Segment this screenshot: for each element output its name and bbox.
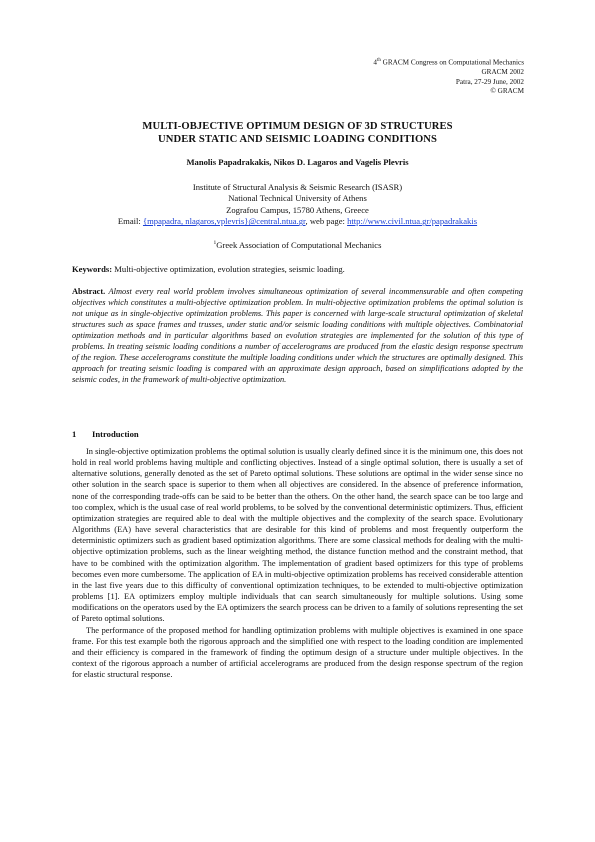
affiliation-marker: 1 bbox=[213, 240, 217, 247]
conference-header bbox=[274, 56, 524, 97]
keywords-text: Multi-objective optimization, evolution strategies, seismic loading. bbox=[112, 264, 345, 274]
association-affiliation bbox=[72, 240, 523, 250]
conference-location-date: Patra, 27-29 June, 2002 bbox=[455, 77, 524, 86]
copyright-notice: © GRACM bbox=[490, 87, 524, 96]
body-paragraph: The performance of the proposed method for handling optimization problems with multiple objectives is examined in one space frame. For this test example both the rigorous approach and the simplified one with respect to the loading condition are implemented and their efficiency is compared in the framework of finding the optimum design of a structure under multiple objectives. In the context of the rigorous approach a number of artificial accelerograms are produced from the design response spectrum of the region for elastic structural response. bbox=[72, 625, 523, 680]
introduction-body bbox=[72, 446, 523, 680]
abstract bbox=[72, 287, 523, 386]
body-paragraph: In single-objective optimization problems the optimal solution is usually clearly defined since it is the minimum one, this does not hold in real world problems having multiple and conflicting objectives. Instead of a single optimal solution, there is usually a set of alternative solutions, generally denoted as the set of Pareto optimal solutions. These solutions are optimal in the wider sense since no other solution in the search space is superior to them when all objectives are considered. In the absence of preference information, none of the corresponding trade-offs can be said to be better than the others. On the other hand, the search space can be too large and too complex, which is the usual case of real world problems, to be solved by the conventional deterministic optimizers. Thus, efficient optimization strategies are required able to deal with the multiple objectives and the complexity of the search space. Evolutionary Algorithms (EA) have several characteristics that are desirable for this kind of problems and most frequently outperform the deterministic optimizers such as gradient based optimization algorithms. There are some classical methods for dealing with the multi-objective optimization problems, such as the linear weighting method, the distance function method and the constraint method, that have to be combined with the optimization algorithm. The implementation of gradient based optimizers for this type of problems becomes even more cumbersome. The application of EA in multi-objective optimization problems has received considerable attention in the last five years due to this difficulty of conventional optimization techniques, to be extended to multi-objective optimization problems [1]. EA optimizers employ multiple individuals that can search simultaneously for multiple solutions. Using some modifications on the operators used by the EA optimizers the search process can be driven to a family of solutions representing the set of Pareto optimal solutions. bbox=[72, 447, 523, 624]
section-number: 1 bbox=[72, 429, 77, 439]
abstract-text: Almost every real world problem involves simultaneous optimization of several incommensurable and often competing objectives which constitutes a multi-objective optimization problem. In multi-objective optimization problems the optimal solution is not unique as in single-objective optimization problems. This paper is concerned with large-scale structural optimization of skeletal structures such as space frames and trusses, under static and/or seismic loading conditions with multiple objectives. Combinatorial optimization methods and in particular algorithms based on evolution strategies are implemented for the solution of this type of problems. In treating seismic loading conditions a number of accelerograms are produced from the elastic design response spectrum of the region. These accelerograms constitute the multiple loading conditions under which the structures are optimally designed. This approach for treating seismic loading is compared with an approximate design approach, based on simplifications adopted by the seismic codes, in the framework of multi-objective optimization. bbox=[72, 287, 523, 384]
email-label: Email: bbox=[117, 216, 143, 227]
section-heading-introduction bbox=[72, 429, 523, 439]
web-label: , web page: bbox=[305, 216, 348, 227]
address: Zografou Campus, 15780 Athens, Greece bbox=[226, 204, 369, 215]
author-list: Manolis Papadrakakis, Nikos D. Lagaros and Vagelis Plevris bbox=[186, 157, 409, 167]
paper-title bbox=[72, 120, 523, 146]
title-line-2: UNDER STATIC AND SEISMIC LOADING CONDITIONS bbox=[157, 134, 438, 146]
association-name: Greek Association of Computational Mechanics bbox=[216, 240, 382, 250]
conference-acronym: GRACM 2002 bbox=[481, 67, 524, 76]
web-page-link[interactable]: http://www.civil.ntua.gr/papadrakakis bbox=[347, 216, 478, 227]
title-line-1: MULTI-OBJECTIVE OPTIMUM DESIGN OF 3D STRUCTURES bbox=[142, 121, 453, 132]
email-link[interactable]: {mpapadra, nlagaros,vplevris}@central.ntua.gr bbox=[142, 216, 306, 227]
conference-name: 4th GRACM Congress on Computational Mechanics bbox=[373, 58, 524, 67]
affiliation-block bbox=[72, 182, 523, 228]
section-title: Introduction bbox=[92, 429, 139, 439]
abstract-label: Abstract. bbox=[72, 287, 106, 296]
institute-name: Institute of Structural Analysis & Seismic Research (ISASR) bbox=[192, 182, 403, 192]
keywords bbox=[72, 264, 523, 274]
university-name: National Technical University of Athens bbox=[228, 193, 367, 204]
contact-line bbox=[72, 216, 523, 227]
keywords-label: Keywords: bbox=[72, 264, 113, 274]
